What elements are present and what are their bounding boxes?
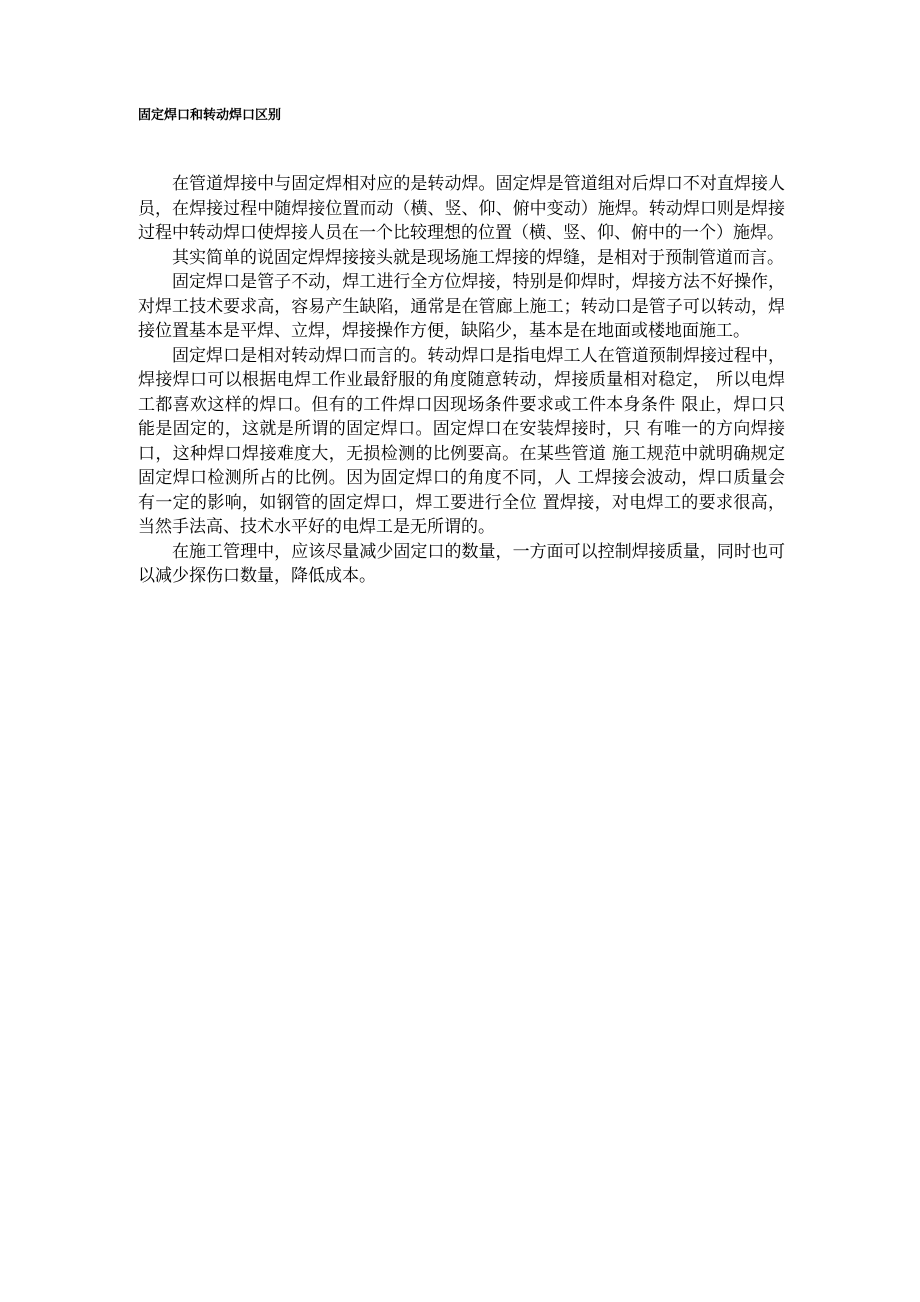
- paragraph: 固定焊口是相对转动焊口而言的。转动焊口是指电焊工人在管道预制焊接过程中，焊接焊口可以根据电焊工作业最舒服的角度随意转动，焊接质量相对稳定， 所以电焊工都喜欢这样的焊口。但有的工件焊口因现场条件要求或工件本身条件 限止，焊口只能是固定的，这就是所谓的固定焊口。固定焊口在安装焊接时，只 有唯一的方向焊接口，这种焊口焊接难度大，无损检测的比例要高。在某些管道 施工规范中就明确规定固定焊口检测所占的比例。因为固定焊口的角度不同，人 工焊接会波动，焊口质量会有一定的影响，如钢管的固定焊口，焊工要进行全位 置焊接，对电焊工的要求很高，当然手法高、技术水平好的电焊工是无所谓的。: [138, 345, 785, 537]
- paragraph: 固定焊口是管子不动，焊工进行全方位焊接，特别是仰焊时，焊接方法不好操作，对焊工技术要求高，容易产生缺陷，通常是在管廊上施工；转动口是管子可以转动，焊接位置基本是平焊、立焊，焊接操作方便，缺陷少，基本是在地面或楼地面施工。: [138, 272, 785, 341]
- paragraph: 在施工管理中，应该尽量减少固定口的数量，一方面可以控制焊接质量，同时也可以减少探伤口数量，降低成本。: [138, 541, 785, 586]
- document-title: 固定焊口和转动焊口区别: [138, 108, 282, 123]
- paragraph: 其实简单的说固定焊焊接接头就是现场施工焊接的焊缝，是相对于预制管道而言。: [172, 247, 784, 268]
- paragraph: 在管道焊接中与固定焊相对应的是转动焊。固定焊是管道组对后焊口不对直焊接人员，在焊接过程中随焊接位置而动（横、竖、仰、俯中变动）施焊。转动焊口则是焊接过程中转动焊口使焊接人员在一个比较理想的位置（横、竖、仰、俯中的一个）施焊。: [138, 174, 785, 243]
- document-body: [138, 172, 785, 589]
